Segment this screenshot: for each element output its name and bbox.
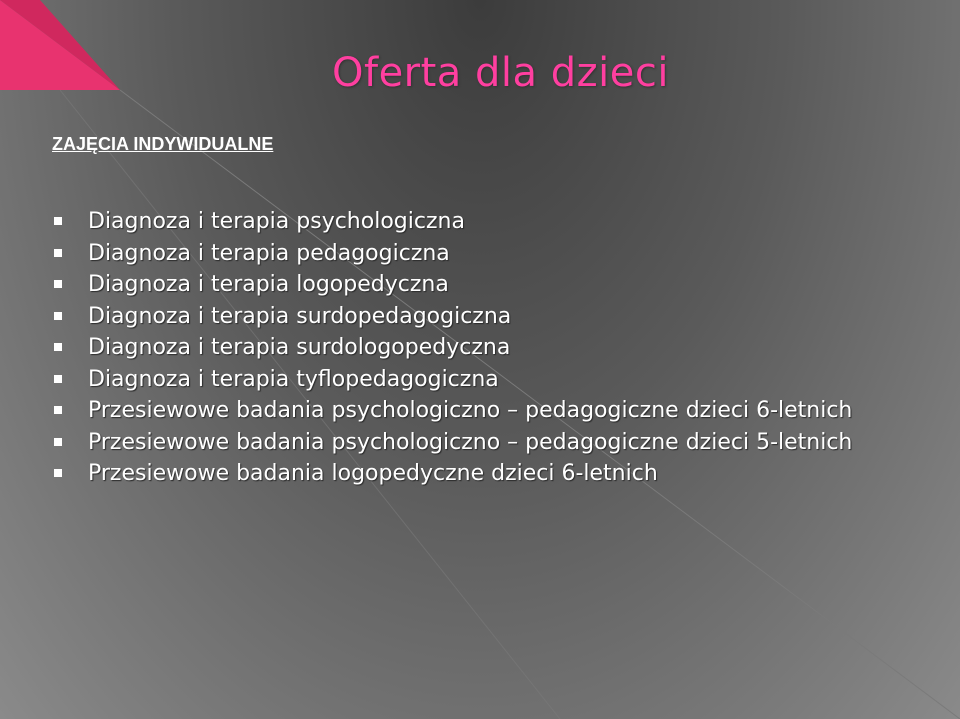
square-bullet-icon (54, 217, 62, 225)
list-item: Diagnoza i terapia surdopedagogiczna (52, 301, 932, 333)
square-bullet-icon (54, 469, 62, 477)
square-bullet-icon (54, 280, 62, 288)
list-item: Diagnoza i terapia tyflopedagogiczna (52, 364, 932, 396)
list-item: Przesiewowe badania psychologiczno – pedagogiczne dzieci 6-letnich (52, 395, 932, 427)
section-heading: ZAJĘCIA INDYWIDUALNE (52, 134, 274, 154)
square-bullet-icon (54, 375, 62, 383)
square-bullet-icon (54, 438, 62, 446)
list-item: Diagnoza i terapia logopedyczna (52, 269, 932, 301)
list-item: Przesiewowe badania logopedyczne dzieci 6-letnich (52, 458, 932, 490)
list-item: Diagnoza i terapia surdologopedyczna (52, 332, 932, 364)
square-bullet-icon (54, 249, 62, 257)
slide-title: Oferta dla dzieci (332, 50, 669, 96)
list-item: Diagnoza i terapia pedagogiczna (52, 238, 932, 270)
square-bullet-icon (54, 343, 62, 351)
square-bullet-icon (54, 406, 62, 414)
offer-list (52, 206, 932, 490)
list-item: Przesiewowe badania psychologiczno – pedagogiczne dzieci 5-letnich (52, 427, 932, 459)
list-item: Diagnoza i terapia psychologiczna (52, 206, 932, 238)
square-bullet-icon (54, 312, 62, 320)
